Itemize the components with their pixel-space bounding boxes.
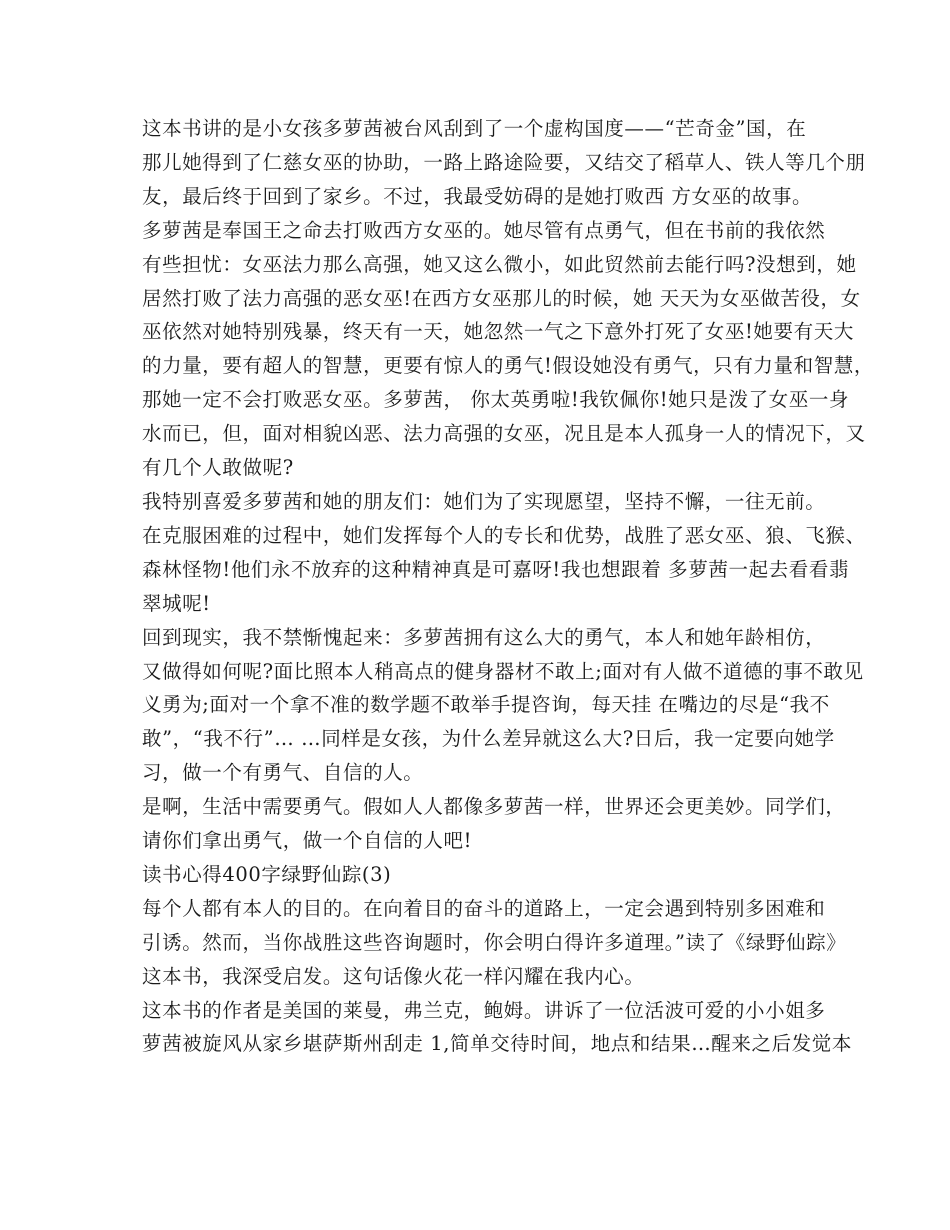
text-line: 友，最后终于回到了家乡。不过，我最受妨碍的是她打败西 方女巫的故事。 (142, 184, 813, 208)
text-line: 这本书的作者是美国的莱曼，弗兰克，鲍姆。讲诉了一位活波可爱的小小姐多 (142, 998, 826, 1022)
text-line: 读书心得400字绿野仙踪(3) (142, 862, 392, 886)
text-line: 回到现实，我不禁惭愧起来：多萝茜拥有这么大的勇气，本人和她年龄相仿， (142, 625, 826, 649)
text-line: 有几个人敢做呢? (142, 456, 294, 480)
text-line: 是啊，生活中需要勇气。假如人人都像多萝茜一样，世界还会更美妙。同学们， (142, 795, 846, 819)
document-body (142, 112, 875, 1061)
text-line: 习，做一个有勇气、自信的人。 (142, 761, 424, 785)
text-line: 这本书讲的是小女孩多萝茜被台风刮到了一个虚构国度——“芒奇金”国，在 (142, 117, 807, 140)
text-line: 每个人都有本人的目的。在向着目的奋斗的道路上，一定会遇到特别多困难和 (142, 896, 826, 920)
text-line: 我特别喜爱多萝茜和她的朋友们：她们为了实现愿望，坚持不懈，一往无前。 (142, 489, 826, 513)
text-line: 那儿她得到了仁慈女巫的协助，一路上路途险要，又结交了稻草人、铁人等几个朋 (142, 150, 866, 174)
text-line: 森林怪物!他们永不放弃的这种精神真是可嘉呀!我也想跟着 多萝茜一起去看看翡 (142, 557, 850, 581)
text-line: 请你们拿出勇气，做一个自信的人吧! (142, 829, 473, 853)
text-line: 的力量，要有超人的智慧，更要有惊人的勇气!假设她没有勇气，只有力量和智慧， (142, 354, 875, 378)
text-line: 翠城呢! (142, 591, 211, 615)
text-line: 在克服困难的过程中，她们发挥每个人的专长和优势，战胜了恶女巫、狼、飞猴、 (142, 523, 866, 547)
text-line: 萝茜被旋风从家乡堪萨斯州刮走 1,简单交待时间，地点和结果…醒来之后发觉本 (142, 1032, 853, 1056)
text-line: 水而已，但，面对相貌凶恶、法力高强的女巫，况且是本人孤身一人的情况下，又 (142, 422, 866, 446)
text-line: 引诱。然而，当你战胜这些咨询题时，你会明白得许多道理。”读了《绿野仙踪》 (142, 930, 847, 954)
text-line: 那她一定不会打败恶女巫。多萝茜， 你太英勇啦!我钦佩你!她只是泼了女巫一身 (142, 388, 850, 412)
text-line: 巫依然对她特别残暴，终天有一天，她忽然一气之下意外打死了女巫!她要有天大 (142, 320, 854, 344)
text-line: 多萝茜是奉国王之命去打败西方女巫的。她尽管有点勇气，但在书前的我依然 (142, 218, 826, 242)
text-line: 这本书，我深受启发。这句话像火花一样闪耀在我内心。 (142, 964, 645, 988)
text-line: 有些担忧：女巫法力那么高强，她又这么微小，如此贸然前去能行吗?没想到，她 (142, 252, 857, 276)
text-line: 敢”，“我不行”… …同样是女孩，为什么差异就这么大?日后，我一定要向她学 (142, 727, 835, 751)
text-line: 居然打败了法力高强的恶女巫!在西方女巫那儿的时候，她 天天为女巫做苦役，女 (142, 286, 861, 310)
text-line: 义勇为;面对一个拿不准的数学题不敢举手提咨询，每天挂 在嘴边的尽是“我不 (142, 693, 830, 717)
text-line: 又做得如何呢?面比照本人稍高点的健身器材不敢上;面对有人做不道德的事不敢见 (142, 659, 864, 683)
